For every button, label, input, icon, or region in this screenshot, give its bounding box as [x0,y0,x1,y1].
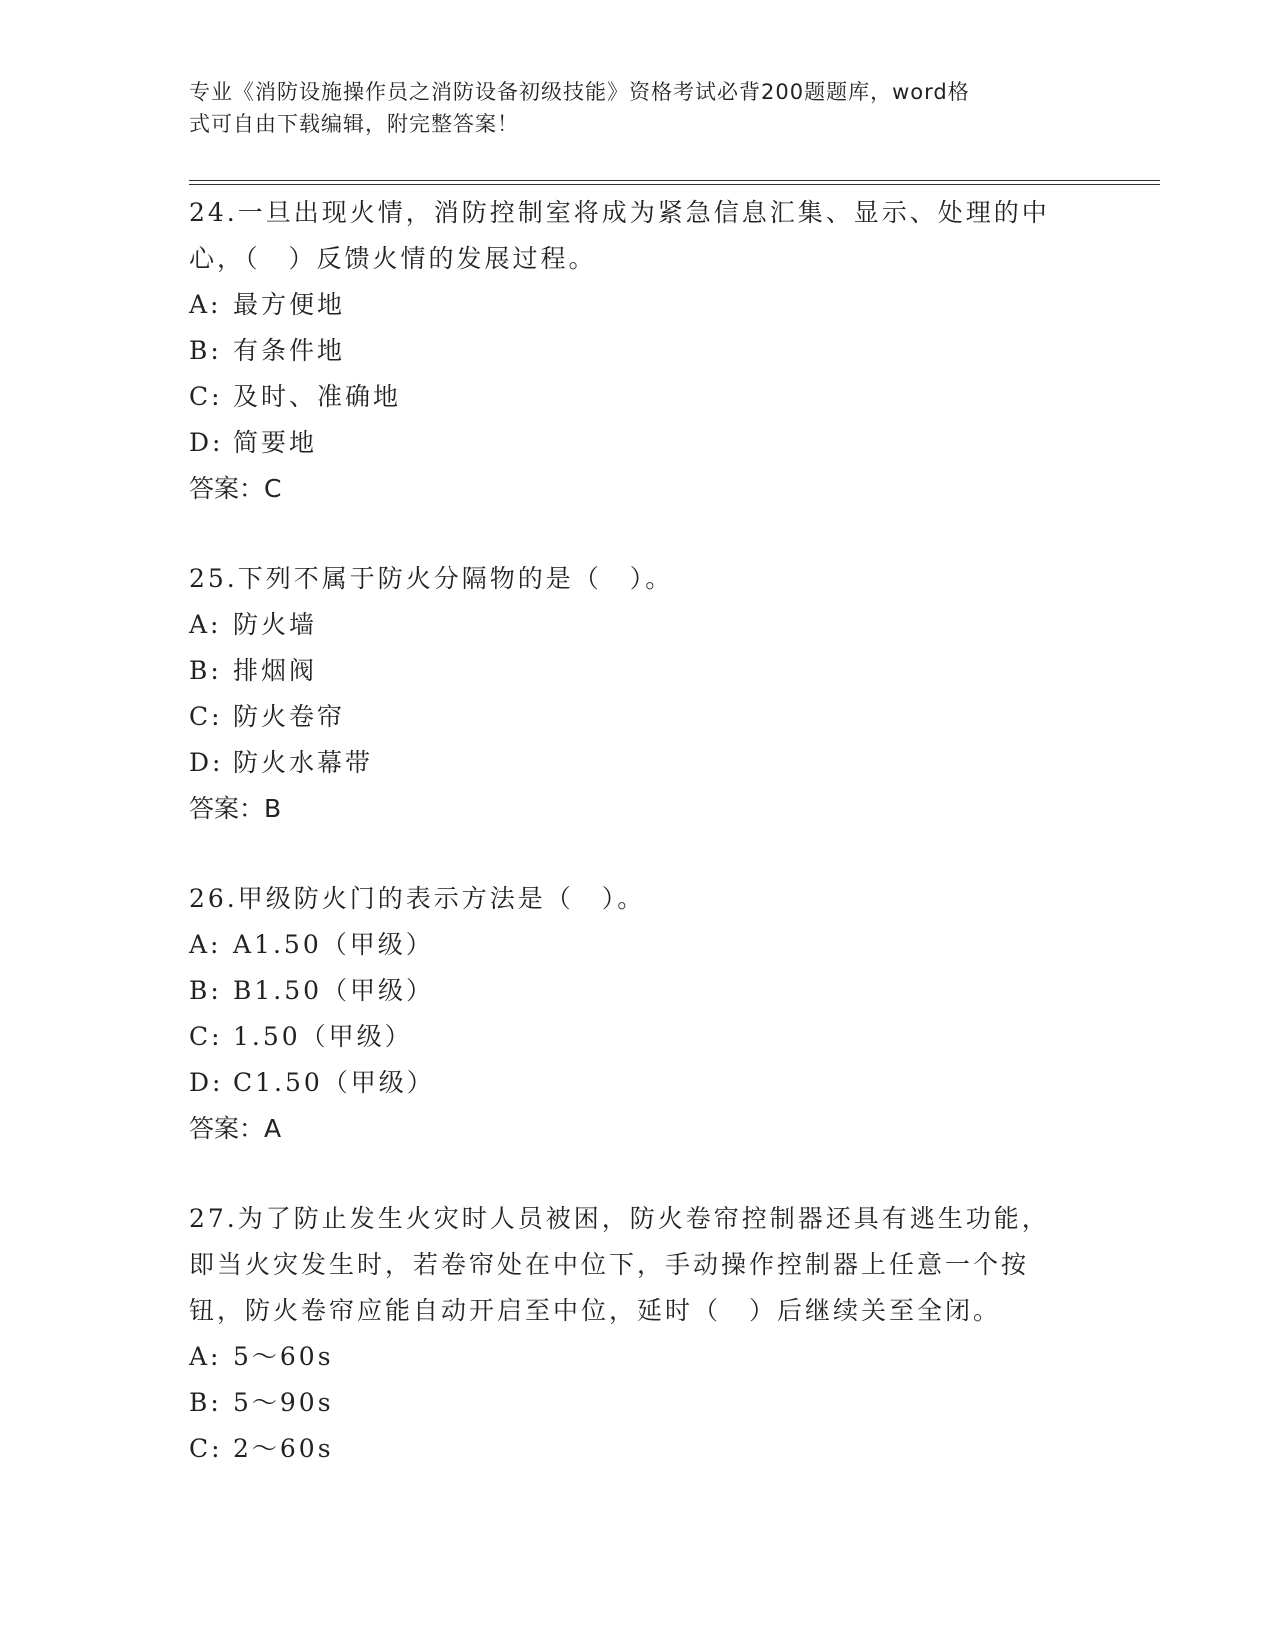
option-key: B: [189,336,222,365]
question-stem-line: 26.甲级防火门的表示方法是（ ）。 [189,884,646,913]
option-c [189,1426,1089,1472]
document-header [189,76,1069,140]
option-key: A: [189,1342,222,1371]
option-a [189,922,1089,968]
option-key: C: [189,382,223,411]
header-divider-top [189,180,1160,181]
question-stem-line: 24.一旦出现火情，消防控制室将成为紧急信息汇集、显示、处理的中 [189,198,1050,227]
option-b [189,328,1089,374]
option-key: D: [189,1068,224,1097]
option-text: 及时、准确地 [233,382,402,411]
option-d [189,1060,1089,1106]
option-b [189,1380,1089,1426]
option-key: C: [189,702,223,731]
option-text: 5～60s [233,1342,334,1371]
option-key: B: [189,656,222,685]
option-text: 有条件地 [233,336,346,365]
answer-line: 答案：A [189,1114,282,1143]
option-a [189,602,1089,648]
option-d [189,740,1089,786]
question-stem-line: 25.下列不属于防火分隔物的是（ ）。 [189,564,674,593]
answer-line: 答案：C [189,474,282,503]
option-text: 1.50（甲级） [233,1022,413,1051]
option-text: A1.50（甲级） [233,930,434,959]
option-text: 防火水幕带 [233,748,374,777]
option-a [189,1334,1089,1380]
option-a [189,282,1089,328]
option-text: 最方便地 [233,290,346,319]
question-24 [189,190,1089,512]
question-25 [189,556,1089,832]
option-text: 排烟阀 [233,656,318,685]
option-c [189,694,1089,740]
question-26 [189,876,1089,1152]
header-title-line-2: 式可自由下载编辑，附完整答案！ [189,112,519,136]
option-key: D: [189,748,224,777]
option-key: C: [189,1434,223,1463]
question-27 [189,1196,1089,1472]
option-c [189,374,1089,420]
option-text: C1.50（甲级） [233,1068,435,1097]
answer-line: 答案：B [189,794,282,823]
option-c [189,1014,1089,1060]
option-key: A: [189,930,222,959]
question-stem-line: 心，（ ）反馈火情的发展过程。 [189,244,597,273]
option-key: B: [189,1388,222,1417]
option-key: A: [189,290,222,319]
header-divider-bottom [189,184,1160,185]
option-b [189,968,1089,1014]
option-key: B: [189,976,222,1005]
option-text: 简要地 [233,428,318,457]
option-key: A: [189,610,222,639]
option-d [189,420,1089,466]
question-stem-line: 27.为了防止发生火灾时人员被困，防火卷帘控制器还具有逃生功能， [189,1204,1050,1233]
option-text: 5～90s [233,1388,334,1417]
question-stem-line: 钮，防火卷帘应能自动开启至中位，延时（ ）后继续关至全闭。 [189,1296,1002,1325]
header-title-line-1: 专业《消防设施操作员之消防设备初级技能》资格考试必背200题题库，word格 [189,80,970,104]
option-key: C: [189,1022,223,1051]
option-b [189,648,1089,694]
option-text: 防火卷帘 [233,702,346,731]
option-key: D: [189,428,224,457]
option-text: 防火墙 [233,610,318,639]
option-text: 2～60s [233,1434,334,1463]
question-stem-line: 即当火灾发生时，若卷帘处在中位下，手动操作控制器上任意一个按 [189,1250,1030,1279]
option-text: B1.50（甲级） [233,976,435,1005]
